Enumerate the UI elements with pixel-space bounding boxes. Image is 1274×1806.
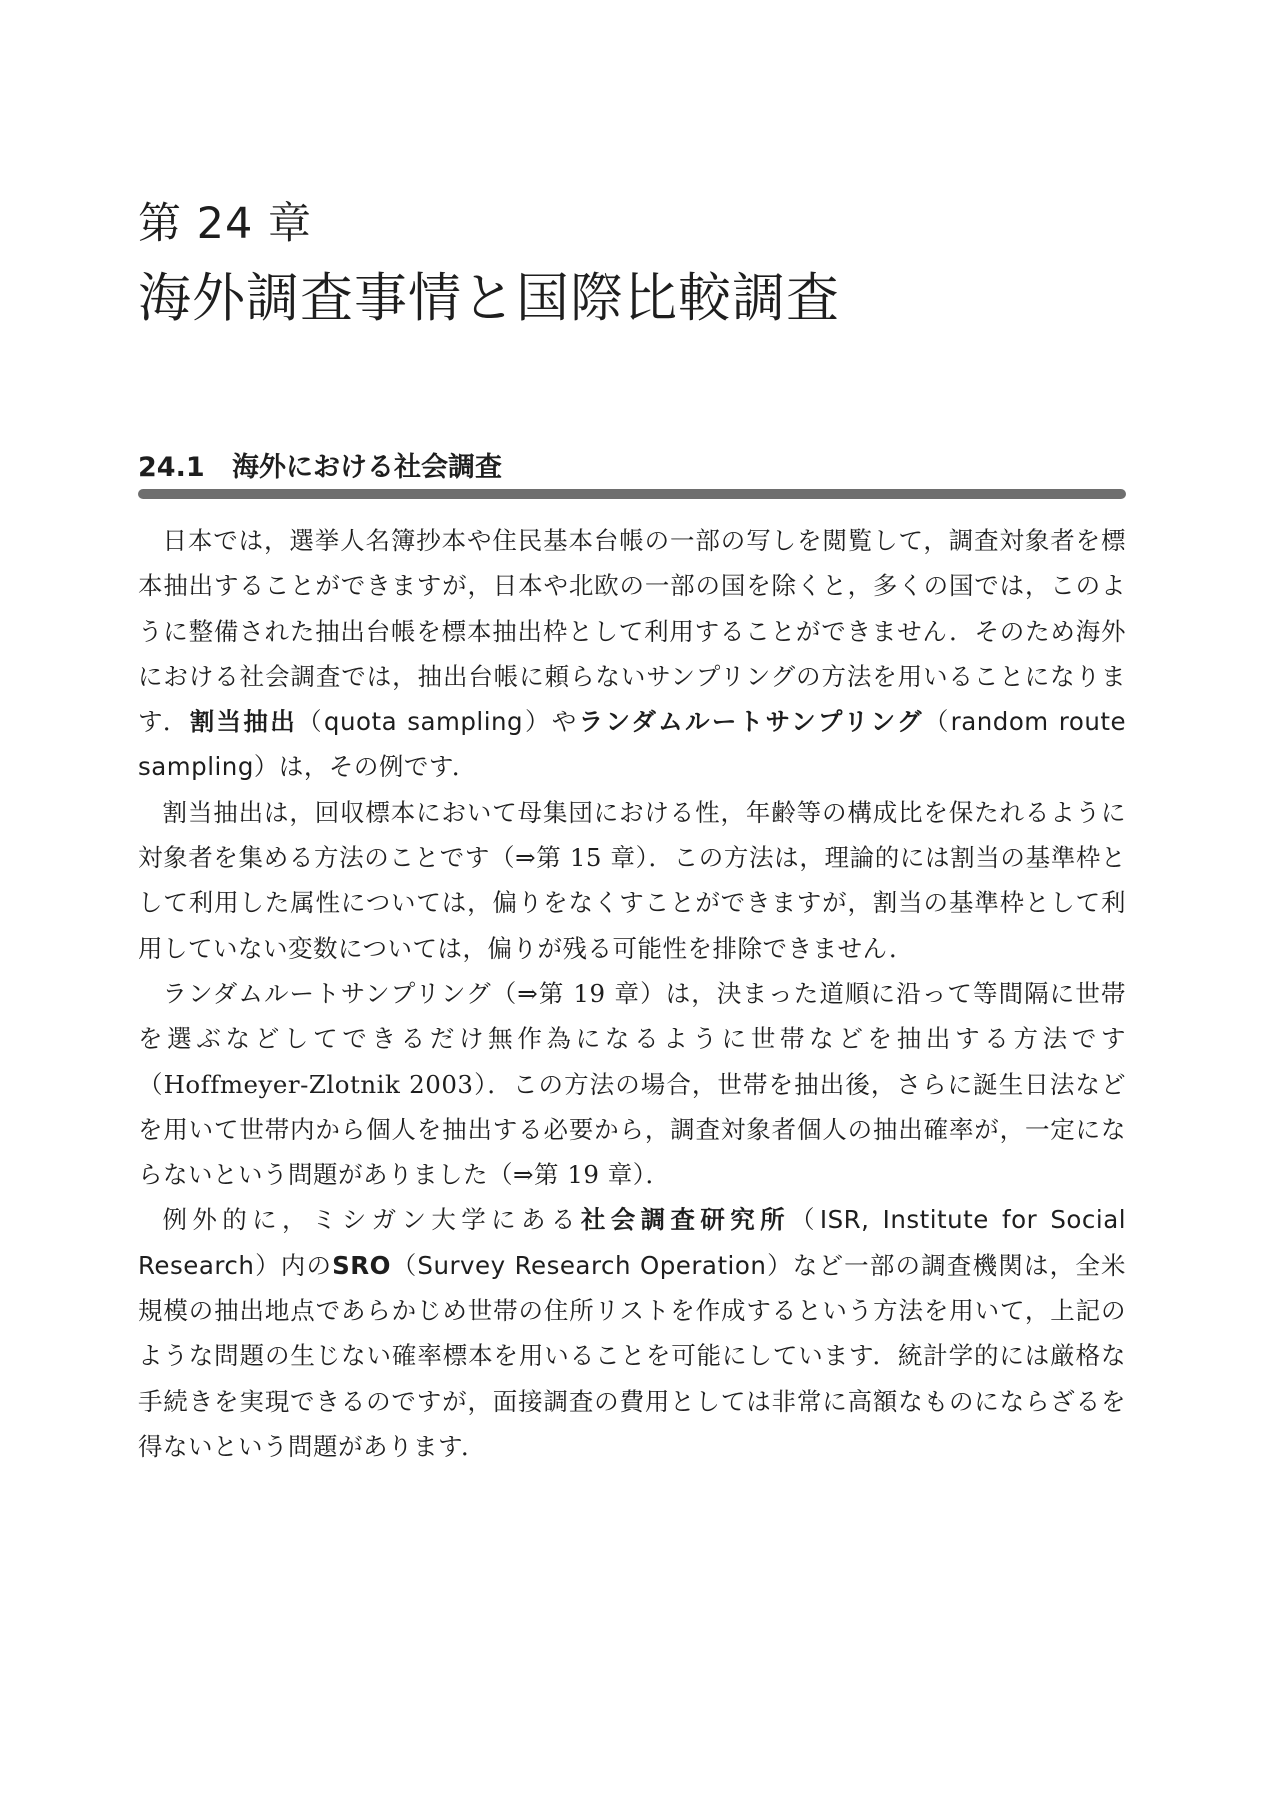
paren-open: （ [391, 1250, 418, 1280]
key-term-quota-sampling: 割当抽出 [189, 707, 298, 737]
paragraph-1-text: 日本では，選挙人名簿抄本や住民基本台帳の一部の写しを閲覧して，調査対象者を標本抽出することができますが，日本や北欧の一部の国を除くと，多くの国では，このように整備された抽出台帳を標本抽出枠として利用することができません．そのため海外における社会調査では，抽出台帳に頼らないサンプリングの方法を用いることになります． [138, 526, 1126, 737]
paragraph-4-text: 例外的に，ミシガン大学にある [162, 1205, 581, 1235]
paragraph-4 [138, 1197, 1126, 1469]
paragraph-1 [138, 518, 1126, 790]
body-text [138, 518, 1126, 1469]
paragraph-1-ending: ）は，その例です． [253, 752, 477, 782]
section-number: 24.1 [138, 452, 205, 483]
connector-text: ）や [523, 707, 579, 737]
key-term-isr: 社会調査研究所 [580, 1205, 790, 1235]
key-term-random-route-en: random route sampling [138, 707, 1127, 782]
key-term-isr-en: ISR, Institute for Social Research [138, 1205, 1127, 1280]
paren-open: （ [297, 707, 324, 737]
paren-open: （ [789, 1205, 820, 1235]
section-title: 海外における社会調査 [232, 452, 502, 483]
section-divider [138, 489, 1126, 499]
key-term-sro: SRO [332, 1250, 391, 1280]
chapter-number: 第 24 章 [138, 199, 313, 249]
section-heading [138, 448, 502, 488]
key-term-random-route: ランダムルートサンプリング [578, 707, 924, 737]
paren-open: （ [923, 707, 951, 737]
paragraph-2: 割当抽出は，回収標本において母集団における性，年齢等の構成比を保たれるように対象者を集める方法のことです（⇒第 15 章）．この方法は，理論的には割当の基準枠として利用した属性については，偏りをなくすことができますが，割当の基準枠として利用していない変数については，偏りが残る可能性を排除できません． [138, 797, 1126, 963]
key-term-sro-en: Survey Research Operation [417, 1250, 767, 1280]
chapter-title: 海外調査事情と国際比較調査 [138, 268, 840, 329]
key-term-quota-sampling-en: quota sampling [323, 707, 524, 737]
connector-text: ）内の [254, 1250, 333, 1280]
paragraph-3: ランダムルートサンプリング（⇒第 19 章）は，決まった道順に沿って等間隔に世帯を選ぶなどしてできるだけ無作為になるように世帯などを抽出する方法です（Hoffmeyer-Zlotnik 2003）．この方法の場合，世帯を抽出後，さらに誕生日法などを用いて世帯内から個人を抽出する必要から，調査対象者個人の抽出確率が，一定にならないという問題がありました（⇒第 19 章）． [138, 978, 1126, 1190]
paragraph-4-ending: ）など一部の調査機関は，全米規模の抽出地点であらかじめ世帯の住所リストを作成するという方法を用いて，上記のような問題の生じない確率標本を用いることを可能にしています．統計学的には厳格な手続きを実現できるのですが，面接調査の費用としては非常に高額なものにならざるを得ないという問題があります． [138, 1250, 1127, 1461]
